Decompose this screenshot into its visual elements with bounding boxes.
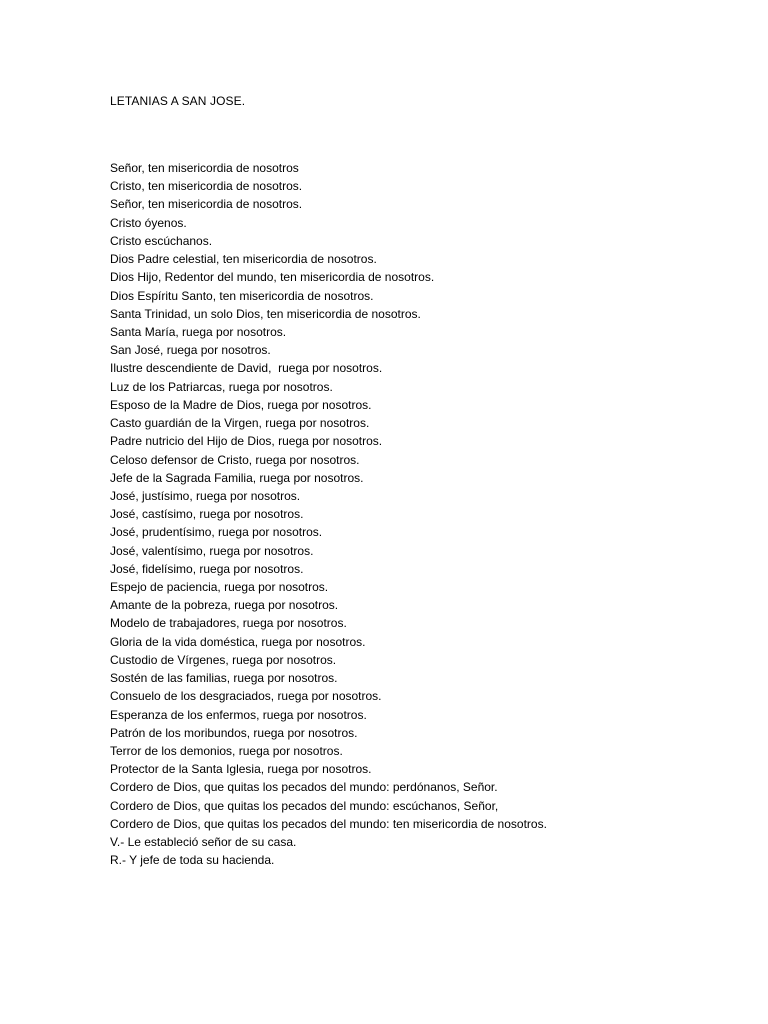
litany-line: San José, ruega por nosotros. xyxy=(110,343,271,358)
litany-line: Señor, ten misericordia de nosotros. xyxy=(110,197,303,212)
litany-line: José, justísimo, ruega por nosotros. xyxy=(110,488,301,503)
litany-line: José, prudentísimo, ruega por nosotros. xyxy=(110,525,323,540)
litany-line: Ilustre descendiente de David, ruega por nosotros. xyxy=(110,361,383,376)
litany-line: Esposo de la Madre de Dios, ruega por nosotros. xyxy=(110,397,372,412)
litany-line: Dios Hijo, Redentor del mundo, ten misericordia de nosotros. xyxy=(110,270,435,285)
litany-line: R.- Y jefe de toda su hacienda. xyxy=(110,853,275,868)
litany-line: José, valentísimo, ruega por nosotros. xyxy=(110,543,314,558)
litany-list xyxy=(110,159,547,870)
litany-line: Cordero de Dios, que quitas los pecados del mundo: perdónanos, Señor. xyxy=(110,780,498,795)
document-title: LETANIAS A SAN JOSE. xyxy=(110,94,246,108)
litany-line: Modelo de trabajadores, ruega por nosotros. xyxy=(110,616,347,631)
litany-line: Señor, ten misericordia de nosotros xyxy=(110,161,299,175)
litany-line: Cordero de Dios, que quitas los pecados del mundo: escúchanos, Señor, xyxy=(110,798,499,813)
litany-line: José, fidelísimo, ruega por nosotros. xyxy=(110,561,304,576)
litany-line: Gloria de la vida doméstica, ruega por nosotros. xyxy=(110,634,366,649)
litany-line: Sostén de las familias, ruega por nosotros. xyxy=(110,671,338,686)
litany-line: Cordero de Dios, que quitas los pecados del mundo: ten misericordia de nosotros. xyxy=(110,816,547,831)
litany-line: Cristo óyenos. xyxy=(110,215,187,230)
litany-line: Cristo escúchanos. xyxy=(110,233,213,248)
litany-line: Esperanza de los enfermos, ruega por nosotros. xyxy=(110,707,367,722)
litany-line: Santa Trinidad, un solo Dios, ten misericordia de nosotros. xyxy=(110,306,421,321)
litany-line: Espejo de paciencia, ruega por nosotros. xyxy=(110,580,329,595)
litany-line: Santa María, ruega por nosotros. xyxy=(110,324,287,339)
litany-line: Protector de la Santa Iglesia, ruega por nosotros. xyxy=(110,762,372,777)
litany-line: Celoso defensor de Cristo, ruega por nosotros. xyxy=(110,452,360,467)
litany-line: Consuelo de los desgraciados, ruega por nosotros. xyxy=(110,689,382,704)
litany-line: Dios Padre celestial, ten misericordia de nosotros. xyxy=(110,252,377,267)
litany-line: Patrón de los moribundos, ruega por nosotros. xyxy=(110,725,358,740)
litany-line: Custodio de Vírgenes, ruega por nosotros. xyxy=(110,652,337,667)
litany-line: Amante de la pobreza, ruega por nosotros. xyxy=(110,598,339,613)
litany-line: Dios Espíritu Santo, ten misericordia de nosotros. xyxy=(110,288,374,303)
litany-line: Cristo, ten misericordia de nosotros. xyxy=(110,179,303,194)
litany-line: Luz de los Patriarcas, ruega por nosotros. xyxy=(110,379,333,394)
litany-line: Terror de los demonios, ruega por nosotros. xyxy=(110,744,343,758)
litany-line: Casto guardián de la Virgen, ruega por nosotros. xyxy=(110,416,370,431)
litany-line: V.- Le estableció señor de su casa. xyxy=(110,835,297,850)
litany-line: José, castísimo, ruega por nosotros. xyxy=(110,507,304,522)
litany-line: Jefe de la Sagrada Familia, ruega por nosotros. xyxy=(110,470,364,485)
litany-line: Padre nutricio del Hijo de Dios, ruega por nosotros. xyxy=(110,434,383,449)
